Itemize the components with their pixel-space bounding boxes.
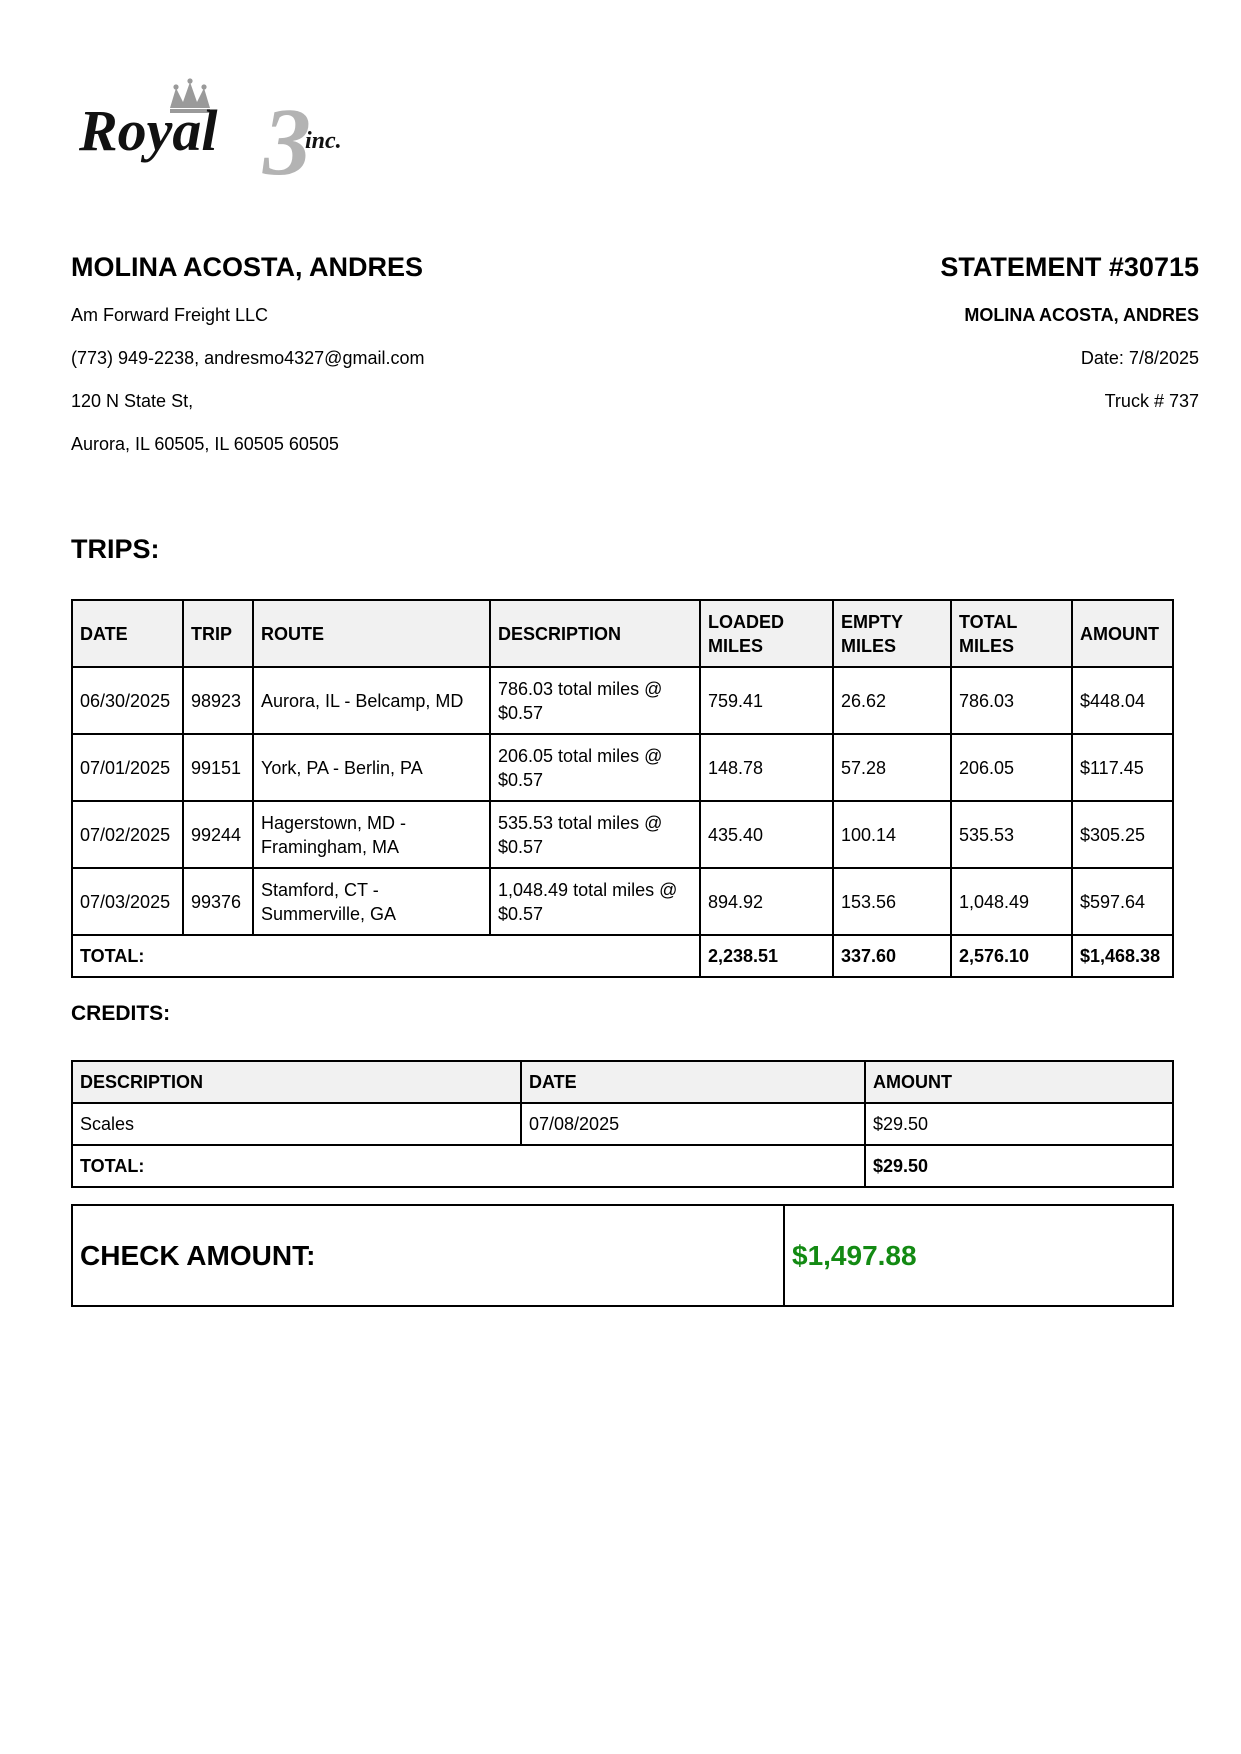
trip-description: 535.53 total miles @ $0.57 xyxy=(490,801,700,868)
trips-total-label: TOTAL: xyxy=(72,935,700,977)
trip-total-miles: 535.53 xyxy=(951,801,1072,868)
trips-header-row xyxy=(72,600,1173,667)
trips-total-loaded: 2,238.51 xyxy=(700,935,833,977)
credits-table xyxy=(71,1060,1174,1188)
trips-total-miles: 2,576.10 xyxy=(951,935,1072,977)
credits-total-label: TOTAL: xyxy=(72,1145,865,1187)
credits-title: CREDITS: xyxy=(71,1002,171,1025)
logo-numeral: 3 xyxy=(263,88,311,188)
driver-info xyxy=(71,250,671,455)
check-amount-value: $1,497.88 xyxy=(784,1205,1173,1306)
company-name: Am Forward Freight LLC xyxy=(71,305,269,325)
trip-date: 07/03/2025 xyxy=(72,868,183,935)
credit-description: Scales xyxy=(72,1103,521,1145)
col-trip: TRIP xyxy=(183,600,253,667)
credits-total-amount: $29.50 xyxy=(865,1145,1173,1187)
trip-description: 206.05 total miles @ $0.57 xyxy=(490,734,700,801)
trips-total-row xyxy=(72,935,1173,977)
table-row xyxy=(72,667,1173,734)
trip-route: York, PA - Berlin, PA xyxy=(253,734,490,801)
trip-amount: $597.64 xyxy=(1072,868,1173,935)
trip-number: 99151 xyxy=(183,734,253,801)
trip-description: 786.03 total miles @ $0.57 xyxy=(490,667,700,734)
trips-total-amount: $1,468.38 xyxy=(1072,935,1173,977)
trip-route: Stamford, CT - Summerville, GA xyxy=(253,868,490,935)
address-line-1: 120 N State St, xyxy=(71,391,194,411)
col-amount: AMOUNT xyxy=(1072,600,1173,667)
table-row xyxy=(72,1103,1173,1145)
credits-header-row xyxy=(72,1061,1173,1103)
trip-loaded-miles: 894.92 xyxy=(700,868,833,935)
trip-number: 99244 xyxy=(183,801,253,868)
trip-route: Aurora, IL - Belcamp, MD xyxy=(253,667,490,734)
logo-wordmark: Royal xyxy=(79,98,218,163)
trip-description: 1,048.49 total miles @ $0.57 xyxy=(490,868,700,935)
statement-title: STATEMENT #30715 xyxy=(940,252,1199,282)
trip-total-miles: 206.05 xyxy=(951,734,1072,801)
credit-amount: $29.50 xyxy=(865,1103,1173,1145)
contact-info: (773) 949-2238, andresmo4327@gmail.com xyxy=(71,348,425,368)
company-logo xyxy=(79,78,389,188)
trips-total-empty: 337.60 xyxy=(833,935,951,977)
credits-col-amount: AMOUNT xyxy=(865,1061,1173,1103)
table-row xyxy=(72,868,1173,935)
logo-suffix: inc. xyxy=(305,128,342,154)
check-row xyxy=(72,1205,1173,1306)
table-row xyxy=(72,734,1173,801)
truck-number: Truck # 737 xyxy=(1104,391,1199,411)
trip-loaded-miles: 148.78 xyxy=(700,734,833,801)
trips-table xyxy=(71,599,1174,978)
credits-col-date: DATE xyxy=(521,1061,865,1103)
trip-amount: $448.04 xyxy=(1072,667,1173,734)
credits-total-row xyxy=(72,1145,1173,1187)
col-route: ROUTE xyxy=(253,600,490,667)
col-total-miles: TOTAL MILES xyxy=(951,600,1072,667)
trip-date: 07/02/2025 xyxy=(72,801,183,868)
royal3-logo-graphic xyxy=(79,78,389,188)
trip-number: 99376 xyxy=(183,868,253,935)
driver-name: MOLINA ACOSTA, ANDRES xyxy=(71,252,423,282)
trip-number: 98923 xyxy=(183,667,253,734)
trip-date: 07/01/2025 xyxy=(72,734,183,801)
check-amount-label: CHECK AMOUNT: xyxy=(72,1205,784,1306)
trip-empty-miles: 100.14 xyxy=(833,801,951,868)
trip-loaded-miles: 435.40 xyxy=(700,801,833,868)
table-row xyxy=(72,801,1173,868)
col-date: DATE xyxy=(72,600,183,667)
trip-amount: $117.45 xyxy=(1072,734,1173,801)
trip-total-miles: 1,048.49 xyxy=(951,868,1072,935)
statement-info xyxy=(679,250,1199,412)
col-description: DESCRIPTION xyxy=(490,600,700,667)
credits-col-description: DESCRIPTION xyxy=(72,1061,521,1103)
trip-loaded-miles: 759.41 xyxy=(700,667,833,734)
trip-date: 06/30/2025 xyxy=(72,667,183,734)
col-empty-miles: EMPTY MILES xyxy=(833,600,951,667)
trip-amount: $305.25 xyxy=(1072,801,1173,868)
trip-route: Hagerstown, MD - Framingham, MA xyxy=(253,801,490,868)
statement-driver: MOLINA ACOSTA, ANDRES xyxy=(964,305,1199,325)
trip-empty-miles: 153.56 xyxy=(833,868,951,935)
statement-date: Date: 7/8/2025 xyxy=(1080,348,1199,368)
trip-total-miles: 786.03 xyxy=(951,667,1072,734)
check-amount-box xyxy=(71,1204,1174,1307)
trips-title: TRIPS: xyxy=(71,534,160,564)
credit-date: 07/08/2025 xyxy=(521,1103,865,1145)
col-loaded-miles: LOADED MILES xyxy=(700,600,833,667)
trip-empty-miles: 26.62 xyxy=(833,667,951,734)
trip-empty-miles: 57.28 xyxy=(833,734,951,801)
address-line-2: Aurora, IL 60505, IL 60505 60505 xyxy=(71,434,339,454)
